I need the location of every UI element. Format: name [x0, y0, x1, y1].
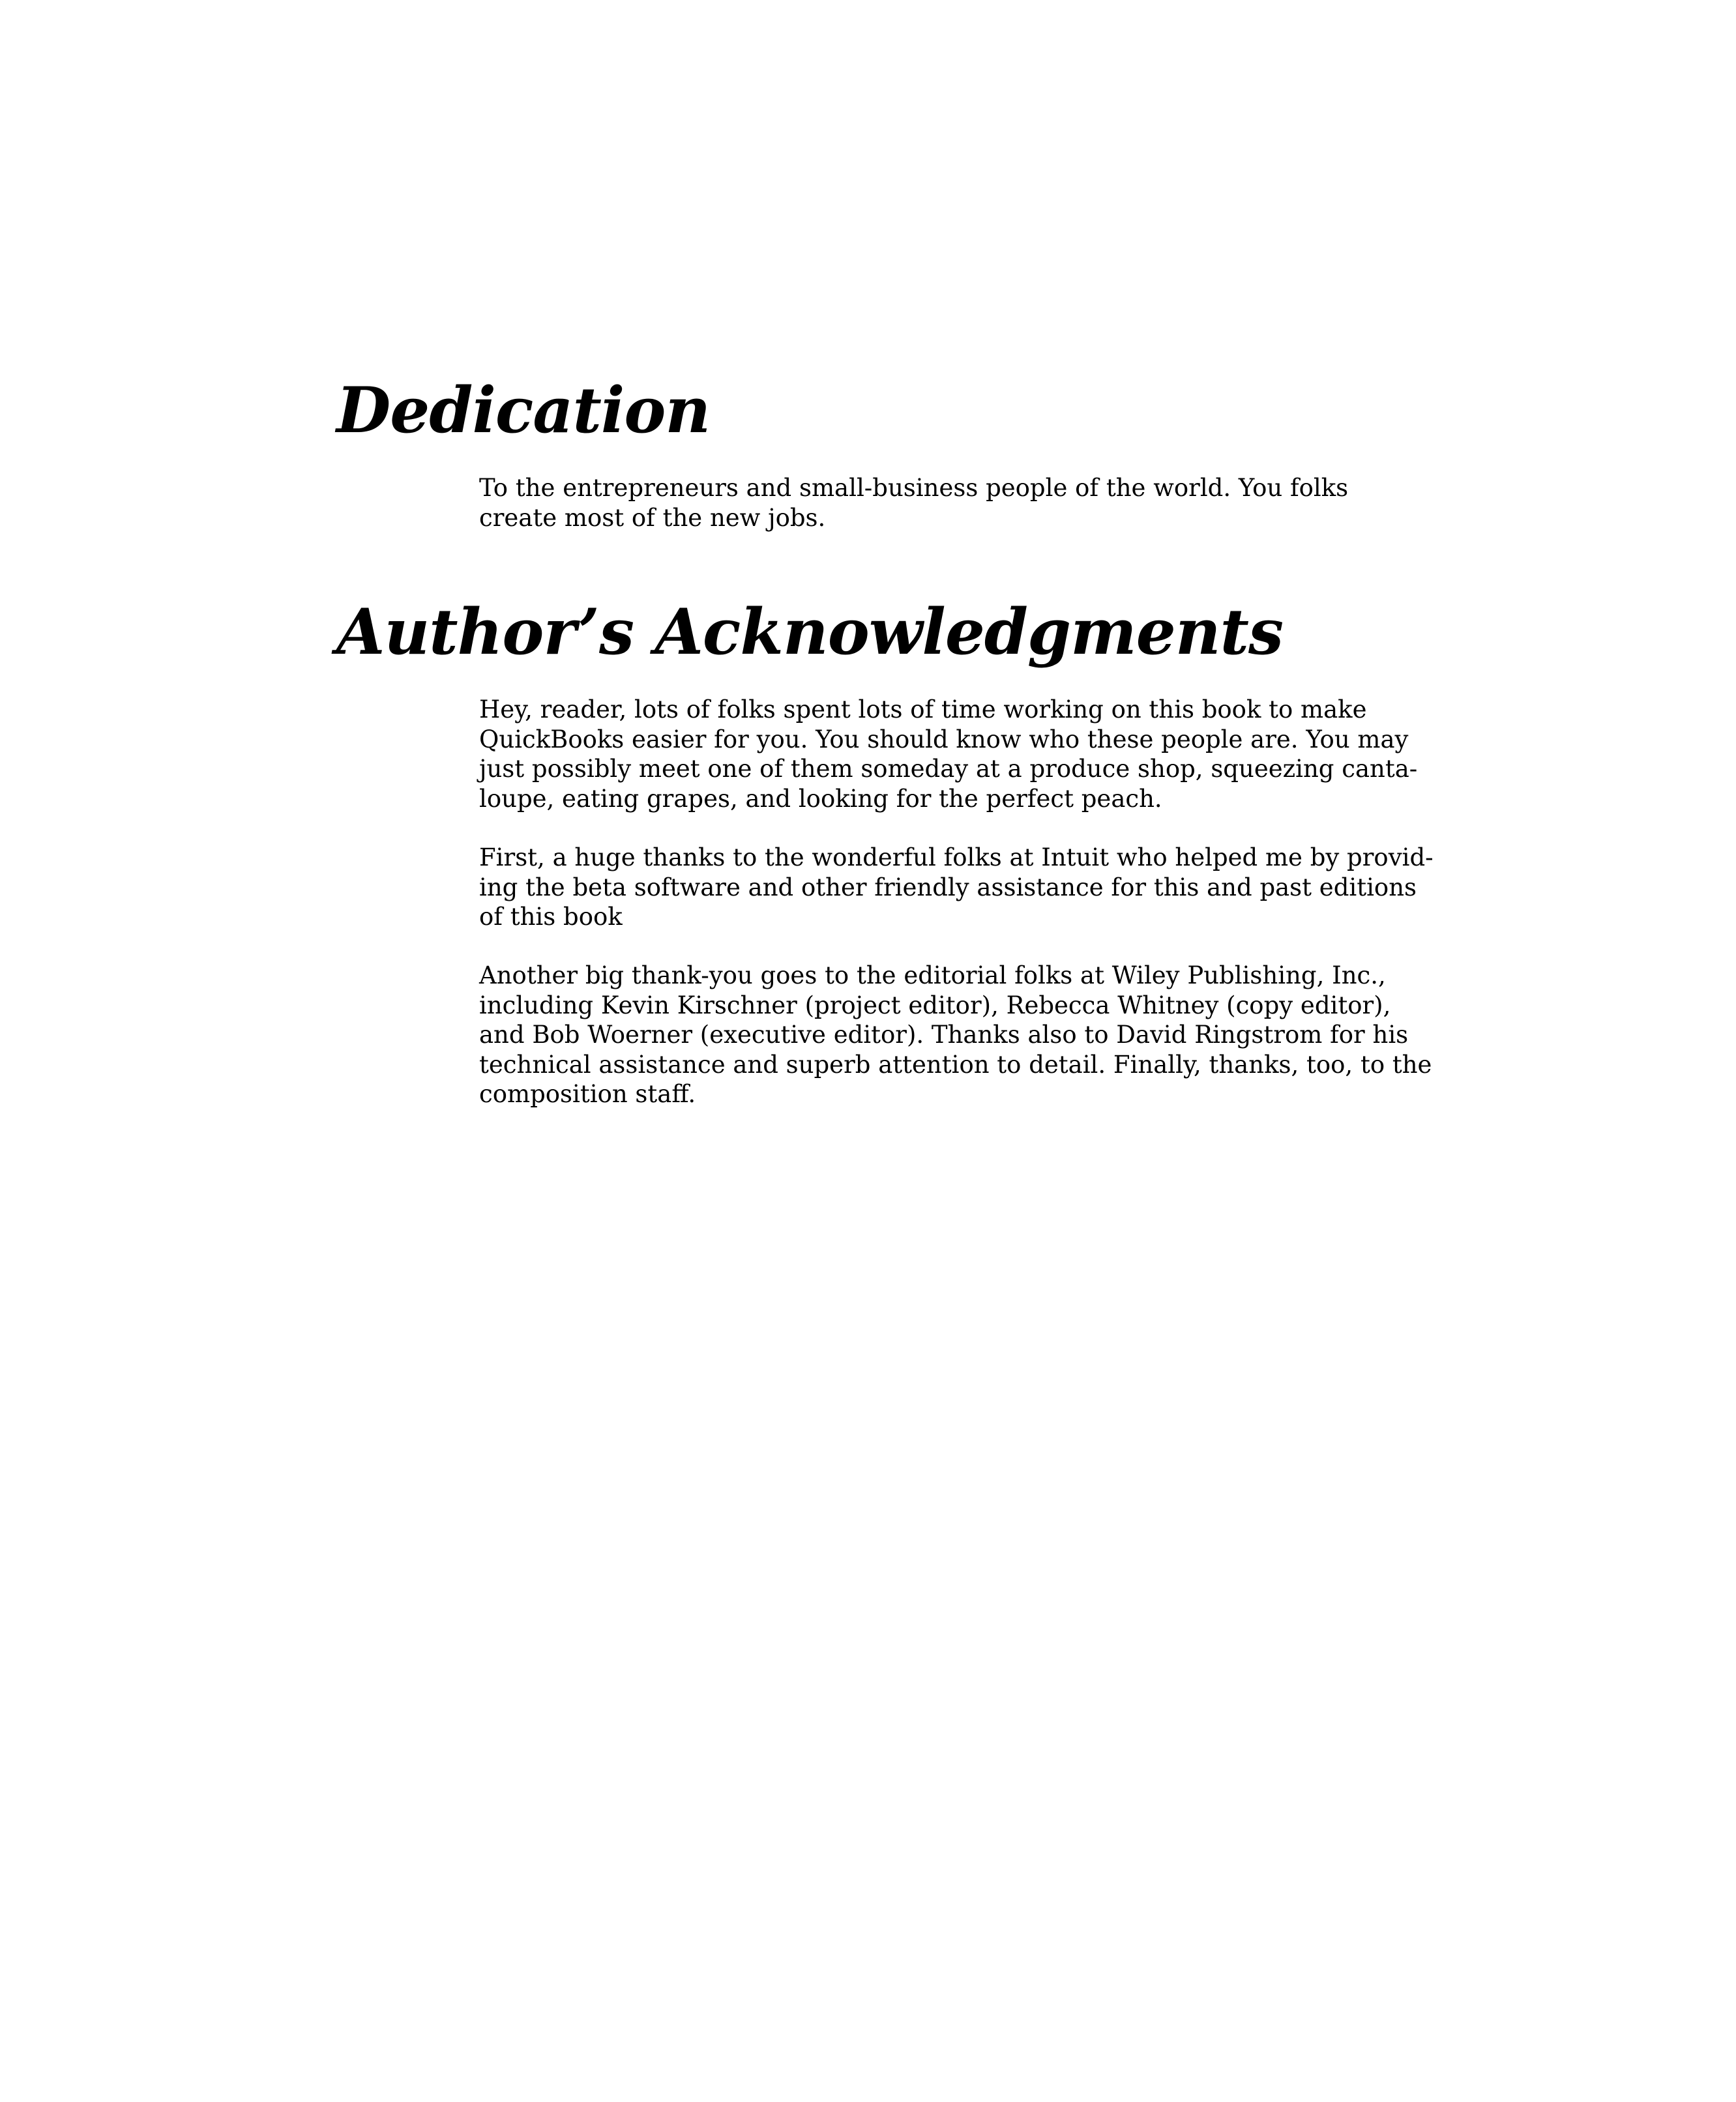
text-line: Hey, reader, lots of folks spent lots of time working on this book to make: [479, 695, 1367, 723]
text-line: and Bob Woerner (executive editor). Thanks also to David Ringstrom for his: [479, 1021, 1409, 1049]
text-line: First, a huge thanks to the wonderful folks at Intuit who helped me by provid-: [479, 843, 1434, 871]
text-line: of this book: [479, 903, 623, 931]
acknowledgments-paragraph-3: [479, 961, 1432, 1109]
text-line: loupe, eating grapes, and looking for the perfect peach.: [479, 784, 1162, 813]
text-line: technical assistance and superb attention to detail. Finally, thanks, too, to the: [479, 1050, 1432, 1079]
acknowledgments-heading: Author’s Acknowledgments: [336, 595, 1283, 669]
text-line: just possibly meet one of them someday at a produce shop, squeezing canta-: [479, 755, 1418, 783]
acknowledgments-paragraph-1: [479, 695, 1418, 813]
text-line: To the entrepreneurs and small-business people of the world. You folks: [479, 474, 1349, 502]
dedication-heading: Dedication: [336, 373, 711, 447]
acknowledgments-paragraph-2: [479, 843, 1434, 932]
text-line: including Kevin Kirschner (project editor), Rebecca Whitney (copy editor),: [479, 991, 1391, 1019]
dedication-paragraph: [479, 473, 1405, 533]
text-line: composition staff.: [479, 1080, 696, 1108]
text-line: QuickBooks easier for you. You should know who these people are. You may: [479, 725, 1409, 753]
text-line: ing the beta software and other friendly assistance for this and past editions: [479, 873, 1417, 901]
text-line: create most of the new jobs.: [479, 503, 826, 532]
text-line: Another big thank-you goes to the editorial folks at Wiley Publishing, Inc.,: [479, 961, 1386, 989]
